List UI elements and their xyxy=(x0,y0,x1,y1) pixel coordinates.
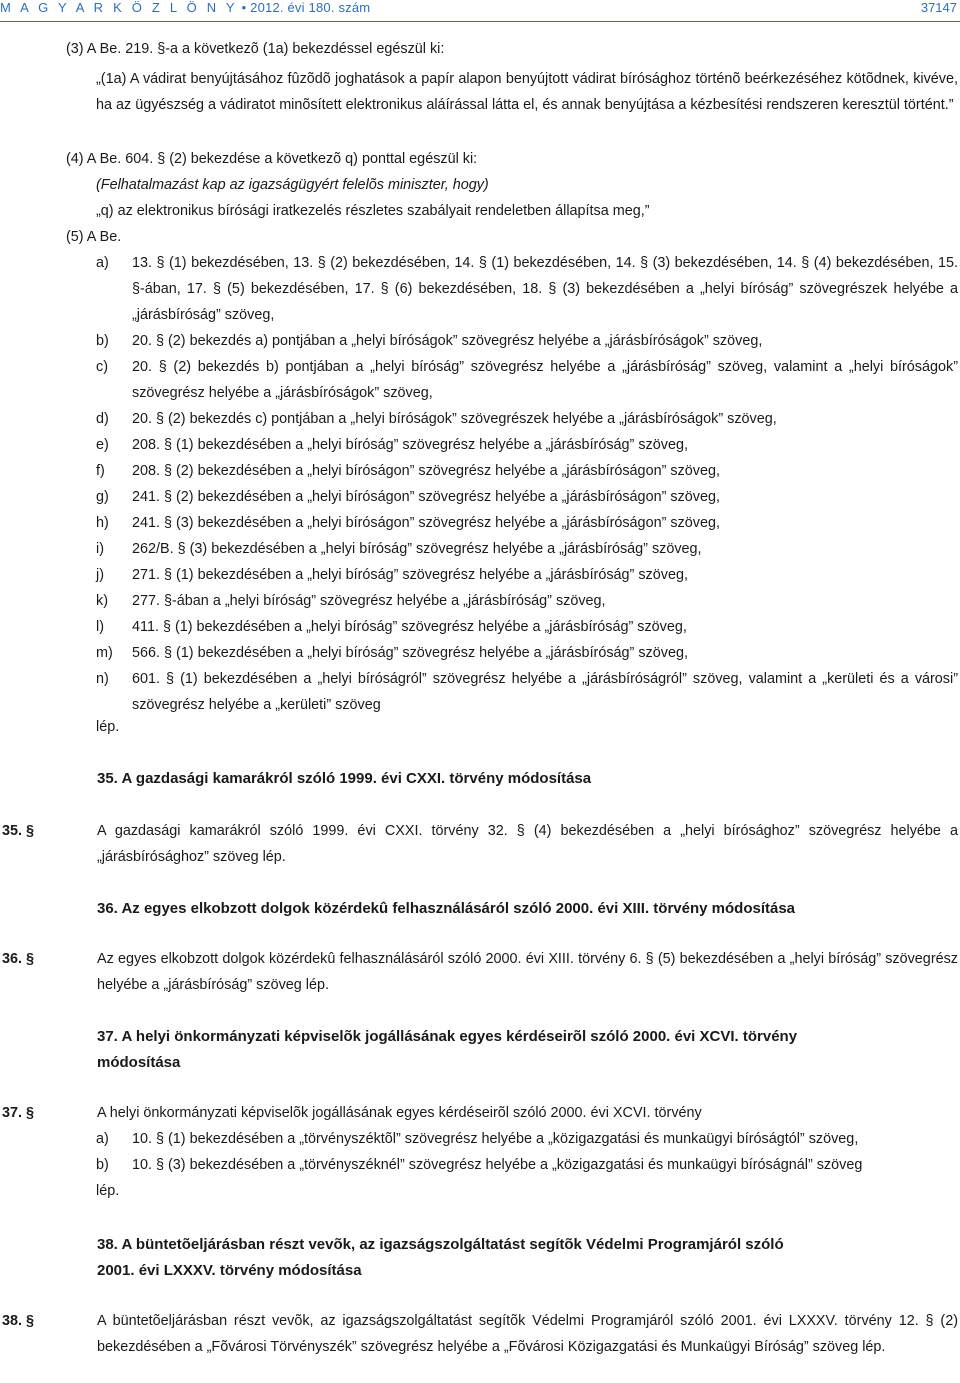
section-38-number: 38. § xyxy=(2,1313,35,1329)
section-36-number: 36. § xyxy=(2,951,35,967)
section-37-title-line-2: módosítása xyxy=(97,1054,181,1071)
section-37-item-b xyxy=(0,1152,960,1178)
issue-number: 2012. évi 180. szám xyxy=(250,0,371,15)
list-item-label: f) xyxy=(96,463,105,479)
header-bullet: • xyxy=(241,0,247,15)
list-item-label: n) xyxy=(96,671,109,687)
section-35-title: 35. A gazdasági kamarákról szóló 1999. évi CXXI. törvény módosítása xyxy=(97,770,592,787)
paragraph-5-closing: lép. xyxy=(96,719,120,735)
paragraph-3-quote: „(1a) A vádirat benyújtásához fûzõdõ joghatások a papír alapon benyújtott vádirat bírósághoz történõ beérkezéséhez kötõdnek, kivéve, ha az ügyészség a vádiratot minõsített elektronikus aláírással látta el, és annak benyújtása a kézbesítési rendszeren keresztül történt.” xyxy=(96,71,958,113)
list-item-text: 271. § (1) bekezdésében a „helyi bíróság” szövegrész helyébe a „járásbíróság” szöveg, xyxy=(132,567,688,583)
section-35-number: 35. § xyxy=(2,823,35,839)
section-36-body: Az egyes elkobzott dolgok közérdekû felhasználásáról szóló 2000. évi XIII. törvény 6. § (5) bekezdésében a „helyi bíróság” szövegrész helyébe a „járásbíróság” szöveg lép. xyxy=(97,951,958,993)
paragraph-3-intro: (3) A Be. 219. §-a a következõ (1a) bekezdéssel egészül ki: xyxy=(66,41,445,57)
header-rule xyxy=(0,21,960,22)
list-item-label: k) xyxy=(96,593,108,609)
list-item-text: 13. § (1) bekezdésében, 13. § (2) bekezdésében, 14. § (1) bekezdésében, 14. § (3) bekezdésében, 14. § (4) bekezdésében, 15. §-ában, 17. § (5) bekezdésében, 17. § (6) bekezdésében, 18. § (3) bekezdésében a „helyi bíróság” szövegrészek helyébe a „járásbíróság” szöveg, xyxy=(132,255,958,323)
list-item-label: e) xyxy=(96,437,109,453)
paragraph-4-italic: (Felhatalmazást kap az igazságügyért felelõs miniszter, hogy) xyxy=(96,177,489,193)
list-item-text: 241. § (3) bekezdésében a „helyi bíróságon” szövegrész helyébe a „járásbíróságon” szöveg, xyxy=(132,515,720,531)
section-37-number: 37. § xyxy=(2,1105,35,1121)
list-item-text: 10. § (3) bekezdésében a „törvényszéknél” szövegrész helyébe a „közigazgatási és munkaügyi bíróságnál” szöveg xyxy=(132,1157,863,1173)
list-item-text: 601. § (1) bekezdésében a „helyi bíróságról” szövegrész helyébe a „járásbíróságról” szöveg, valamint a „kerületi és a városi” szövegrész helyébe a „kerületi” szöveg xyxy=(132,671,958,713)
list-item-text: 208. § (2) bekezdésében a „helyi bíróságon” szövegrész helyébe a „járásbíróságon” szöveg, xyxy=(132,463,720,479)
list-item-text: 20. § (2) bekezdés c) pontjában a „helyi bíróságok” szövegrészek helyébe a „járásbíróságok” szöveg, xyxy=(132,411,777,427)
list-item-label: a) xyxy=(96,255,109,271)
list-item-text: 10. § (1) bekezdésében a „törvényszéktõl” szövegrész helyébe a „közigazgatási és munkaügyi bíróságtól” szöveg, xyxy=(132,1131,859,1147)
paragraph-4-intro: (4) A Be. 604. § (2) bekezdése a következõ q) ponttal egészül ki: xyxy=(66,151,478,167)
page-number: 37147 xyxy=(920,0,957,15)
list-item-label: b) xyxy=(96,1157,109,1173)
list-item-label: l) xyxy=(96,619,104,635)
list-item-text: 566. § (1) bekezdésében a „helyi bíróság” szövegrész helyébe a „járásbíróság” szöveg, xyxy=(132,645,688,661)
section-38-title-line-2: 2001. évi LXXXV. törvény módosítása xyxy=(97,1262,362,1279)
section-38-title-line-1: 38. A büntetõeljárásban részt vevõk, az igazságszolgáltatást segítõk Védelmi Programjáról szóló xyxy=(97,1236,784,1253)
paragraph-4-quote: „q) az elektronikus bírósági iratkezelés részletes szabályait rendeletben állapítsa meg,” xyxy=(96,203,650,219)
list-item-label: i) xyxy=(96,541,104,557)
header-left xyxy=(0,0,370,15)
list-item-text: 241. § (2) bekezdésében a „helyi bíróságon” szövegrész helyébe a „járásbíróságon” szöveg, xyxy=(132,489,720,505)
list-item-label: m) xyxy=(96,645,113,661)
list-item-label: h) xyxy=(96,515,109,531)
list-item-text: 277. §-ában a „helyi bíróság” szövegrész helyébe a „járásbíróság” szöveg, xyxy=(132,593,606,609)
list-item-label: g) xyxy=(96,489,109,505)
section-35-body: A gazdasági kamarákról szóló 1999. évi CXXI. törvény 32. § (4) bekezdésében a „helyi bírósághoz” szövegrész helyébe a „járásbírósághoz” szöveg lép. xyxy=(97,823,958,865)
gazette-title: M A G Y A R K Ö Z L Ö N Y xyxy=(0,0,238,15)
list-item-text: 411. § (1) bekezdésében a „helyi bíróság” szövegrész helyébe a „járásbíróság” szöveg, xyxy=(132,619,687,635)
section-37-intro: A helyi önkormányzati képviselõk jogállásának egyes kérdéseirõl szóló 2000. évi XCVI. törvény xyxy=(97,1105,702,1121)
section-36-title: 36. Az egyes elkobzott dolgok közérdekû felhasználásáról szóló 2000. évi XIII. törvény módosítása xyxy=(97,900,796,917)
list-item-label: j) xyxy=(96,567,104,583)
section-38-body: A büntetõeljárásban részt vevõk, az igazságszolgáltatást segítõk Védelmi Programjáról szóló 2001. évi LXXXV. törvény 12. § (2) bekezdésében a „Fõvárosi Törvényszék” szövegrész helyébe a „Fõvárosi Közigazgatási és Munkaügyi Bíróság” szöveg lép. xyxy=(97,1313,958,1355)
list-item-text: 262/B. § (3) bekezdésében a „helyi bíróság” szövegrész helyébe a „járásbíróság” szöveg, xyxy=(132,541,702,557)
section-37-item-a xyxy=(0,1126,960,1152)
list-item-label: b) xyxy=(96,333,109,349)
page-header xyxy=(0,0,960,18)
list-item-label: c) xyxy=(96,359,108,375)
section-37-title-line-1: 37. A helyi önkormányzati képviselõk jogállásának egyes kérdéseirõl szóló 2000. évi XCVI. törvény xyxy=(97,1028,798,1045)
list-item-label: a) xyxy=(96,1131,109,1147)
list-item-text: 20. § (2) bekezdés b) pontjában a „helyi bíróság” szövegrész helyébe a „járásbíróság” szöveg, valamint a „helyi bíróságok” szövegrész helyébe a „járásbíróságok” szöveg, xyxy=(132,359,958,401)
list-item-text: 20. § (2) bekezdés a) pontjában a „helyi bíróságok” szövegrész helyébe a „járásbíróságok” szöveg, xyxy=(132,333,763,349)
section-37-closing: lép. xyxy=(96,1183,120,1199)
list-item-label: d) xyxy=(96,411,109,427)
list-item-text: 208. § (1) bekezdésében a „helyi bíróság” szövegrész helyébe a „járásbíróság” szöveg, xyxy=(132,437,688,453)
paragraph-5-intro: (5) A Be. xyxy=(66,229,122,245)
